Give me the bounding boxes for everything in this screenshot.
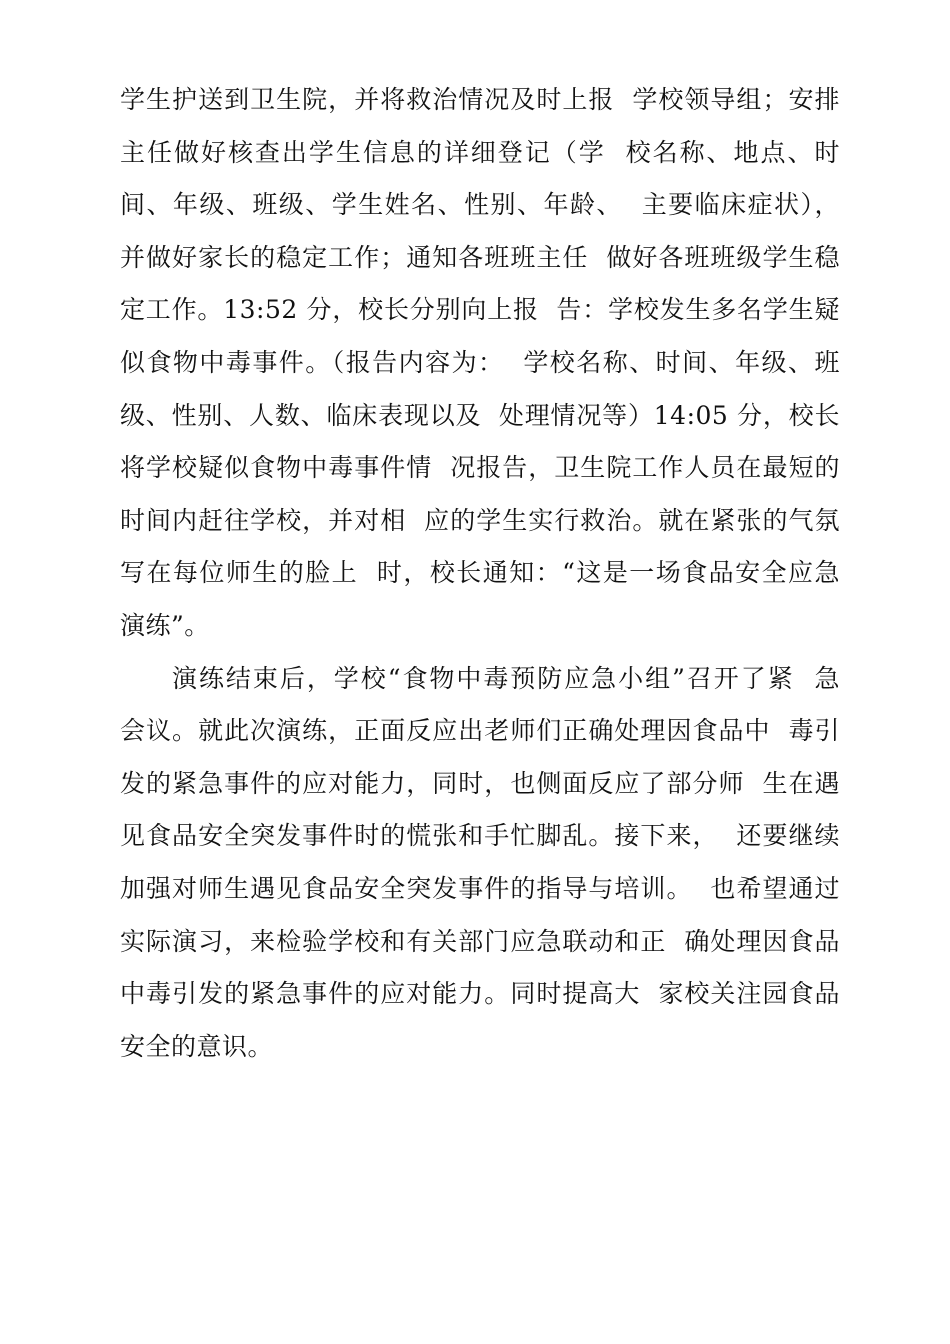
text-line: 将学校疑似食物中毒事件情 况报告，卫生院工作人员在最短的 bbox=[120, 453, 840, 483]
text-line: 级、性别、人数、临床表现以及 处理情况等）14:05 分，校长 bbox=[120, 400, 840, 430]
text-line: 实际演习，来检验学校和有关部门应急联动和正 确处理因食品 bbox=[120, 926, 840, 956]
text-line: 演练结束后，学校“食物中毒预防应急小组”召开了紧 急 bbox=[172, 663, 840, 693]
text-line: 见食品安全突发事件时的慌张和手忙脚乱。接下来， 还要继续 bbox=[120, 821, 840, 851]
text-line: 安全的意识。 bbox=[120, 1031, 274, 1061]
text-line: 加强对师生遇见食品安全突发事件的指导与培训。 也希望通过 bbox=[120, 873, 840, 903]
text-line: 定工作。13:52 分，校长分别向上报 告：学校发生多名学生疑 bbox=[120, 295, 840, 325]
text-line: 中毒引发的紧急事件的应对能力。同时提高大 家校关注园食品 bbox=[120, 979, 840, 1009]
text-line: 时间内赶往学校，并对相 应的学生实行救治。就在紧张的气氛 bbox=[120, 505, 840, 535]
text-line: 学生护送到卫生院，并将救治情况及时上报 学校领导组；安排 bbox=[120, 85, 840, 114]
text-line: 似食物中毒事件。（报告内容为： 学校名称、时间、年级、班 bbox=[120, 347, 840, 377]
paragraph-2 bbox=[120, 653, 840, 1074]
text-line: 写在每位师生的脸上 时，校长通知：“这是一场食品安全应急 bbox=[120, 558, 840, 588]
text-line: 间、年级、班级、学生姓名、性别、年龄、 主要临床症状）， bbox=[120, 190, 840, 220]
document-body bbox=[120, 74, 840, 1073]
text-line: 主任做好核查出学生信息的详细登记（学 校名称、地点、时 bbox=[120, 137, 840, 167]
paragraph-1 bbox=[120, 74, 840, 653]
text-line: 发的紧急事件的应对能力，同时，也侧面反应了部分师 生在遇 bbox=[120, 768, 840, 798]
text-line: 会议。就此次演练，正面反应出老师们正确处理因食品中 毒引 bbox=[120, 716, 840, 746]
text-line: 演练”。 bbox=[120, 610, 210, 640]
text-line: 并做好家长的稳定工作；通知各班班主任 做好各班班级学生稳 bbox=[120, 242, 840, 272]
